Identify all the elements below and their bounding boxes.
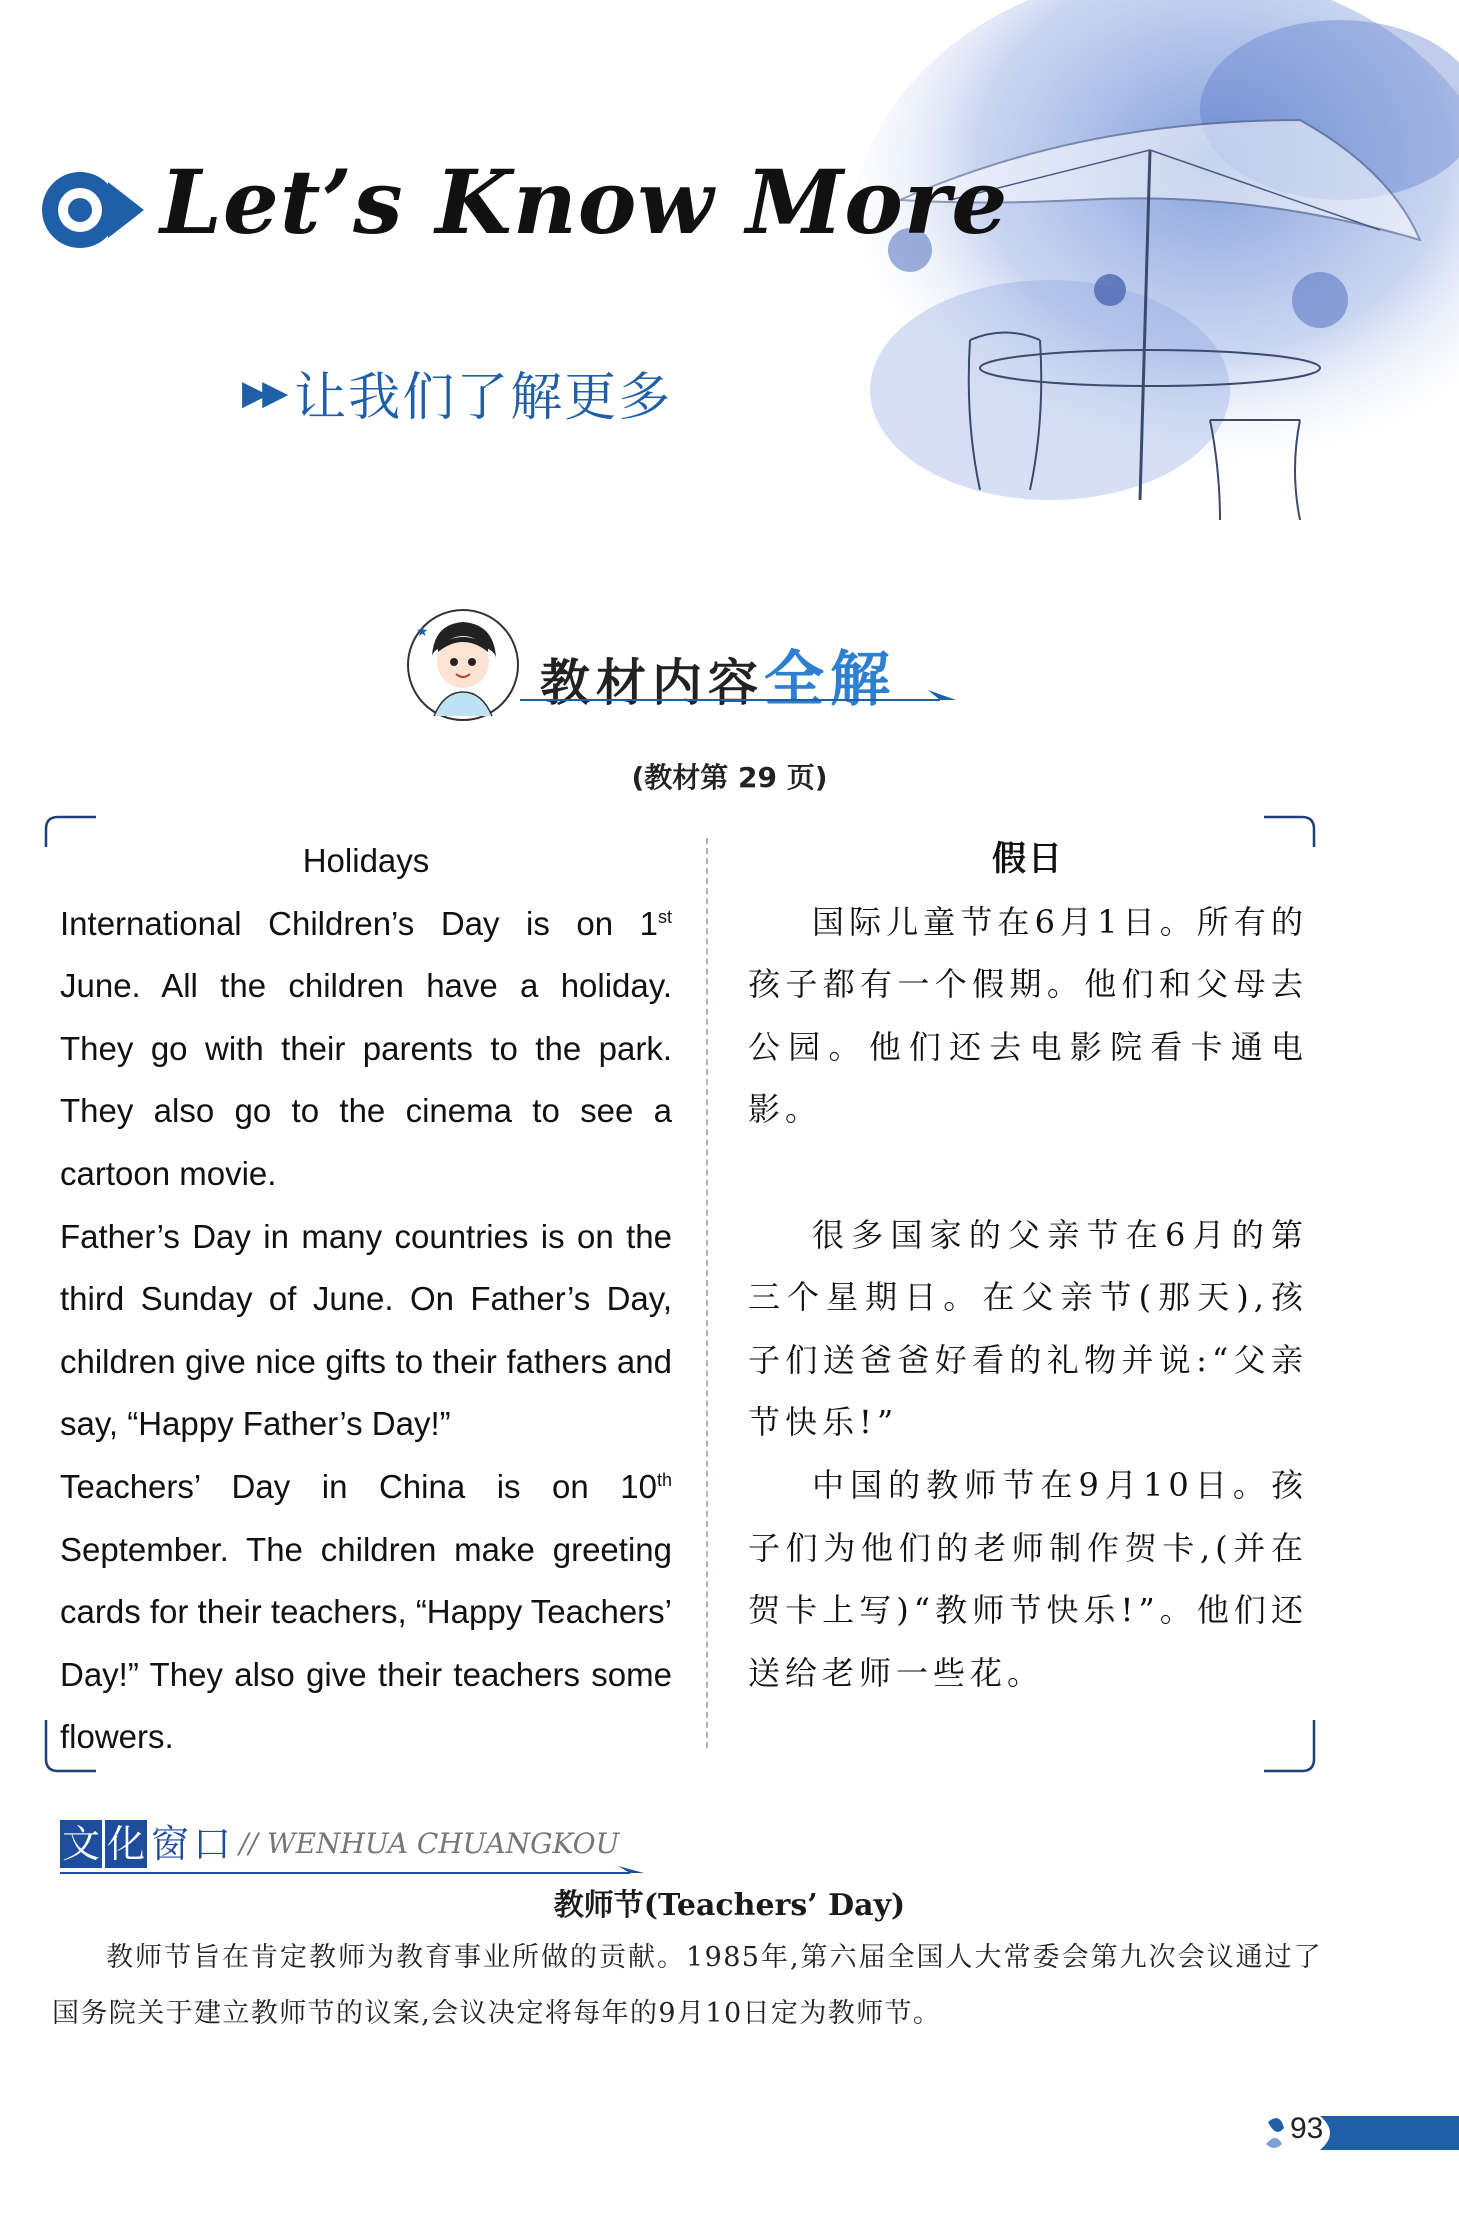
page-subtitle: 让我们了解更多 bbox=[294, 368, 673, 428]
section-title-main: 教材内容 bbox=[540, 654, 764, 712]
culture-window-label bbox=[60, 1820, 619, 1868]
english-p1-text: International Children’s Day is on 1 bbox=[60, 904, 658, 942]
section-underline bbox=[520, 690, 956, 704]
english-p3-text: Teachers’ Day in China is on 10 bbox=[60, 1467, 657, 1505]
teachers-day-paragraph: 教师节旨在肯定教师为教育事业所做的贡献。1985年,第六届全国人大常委会第九次会议通过了国务院关于建立教师节的议案,会议决定将每年的9月10日定为教师节。 bbox=[52, 1942, 1322, 2029]
teachers-day-title-cn: 教师节 bbox=[553, 1888, 644, 1923]
chinese-translation-column bbox=[748, 828, 1308, 1704]
column-divider bbox=[706, 838, 708, 1748]
section-title-accent: 全解 bbox=[764, 645, 896, 715]
english-text-column bbox=[60, 830, 672, 1769]
label-char-2: 化 bbox=[107, 1822, 146, 1866]
teachers-day-title bbox=[0, 1880, 1459, 1924]
page-number: 93 bbox=[1290, 2112, 1324, 2145]
ordinal-suffix: st bbox=[657, 906, 672, 927]
page-number-tab bbox=[1260, 2112, 1459, 2154]
chinese-paragraph-2: 很多国家的父亲节在6月的第三个星期日。在父亲节(那天),孩子们送爸爸好看的礼物并说:“父亲节快乐!” bbox=[748, 1215, 1308, 1442]
subtitle-row bbox=[242, 355, 672, 430]
chinese-paragraph-3: 中国的教师节在9月10日。孩子们为他们的老师制作贺卡,(并在贺卡上写)“教师节快乐!”。他们还送给老师一些花。 bbox=[748, 1465, 1308, 1692]
watercolor-patio-illustration bbox=[780, 0, 1459, 560]
culture-window-underline bbox=[60, 1866, 644, 1880]
english-heading: Holidays bbox=[302, 842, 430, 879]
section-title bbox=[540, 632, 896, 718]
english-paragraph-3 bbox=[60, 1456, 672, 1769]
english-p1-text-cont: June. All the children have a holiday. They go with their parents to the park. They also go to the cinema to see a cartoon movie. bbox=[60, 967, 672, 1192]
chinese-paragraph-1: 国际儿童节在6月1日。所有的孩子都有一个假期。他们和父母去公园。他们还去电影院看卡通电影。 bbox=[748, 902, 1308, 1129]
label-char-3: 窗 bbox=[151, 1822, 190, 1866]
english-p3-text-cont: September. The children make greeting cards for their teachers, “Happy Teachers’ Day!” They also give their teachers some flowers. bbox=[60, 1530, 672, 1756]
teachers-day-body bbox=[52, 1930, 1322, 2042]
paragraph-gap bbox=[748, 1141, 1308, 1204]
double-arrow-icon: ▶▶ bbox=[242, 372, 283, 413]
girl-avatar-icon bbox=[404, 606, 522, 724]
label-char-4: 口 bbox=[193, 1822, 232, 1866]
english-paragraph-1 bbox=[60, 893, 672, 1206]
label-pinyin: // WENHUA CHUANGKOU bbox=[239, 1827, 620, 1860]
svg-text:★: ★ bbox=[416, 624, 429, 640]
page-title: Let’s Know More bbox=[160, 150, 1009, 254]
chinese-heading: 假日 bbox=[992, 839, 1064, 879]
teachers-day-title-en: (Teachers’ Day) bbox=[643, 1888, 906, 1923]
ordinal-suffix: th bbox=[656, 1469, 672, 1490]
label-char-1: 文 bbox=[62, 1822, 101, 1866]
target-arrow-icon bbox=[38, 168, 148, 252]
english-paragraph-2: Father’s Day in many countries is on the third Sunday of June. On Father’s Day, children give nice gifts to their fathers and say, “Happy Father’s Day!” bbox=[60, 1217, 672, 1443]
textbook-page-reference: (教材第 29 页) bbox=[631, 761, 828, 794]
